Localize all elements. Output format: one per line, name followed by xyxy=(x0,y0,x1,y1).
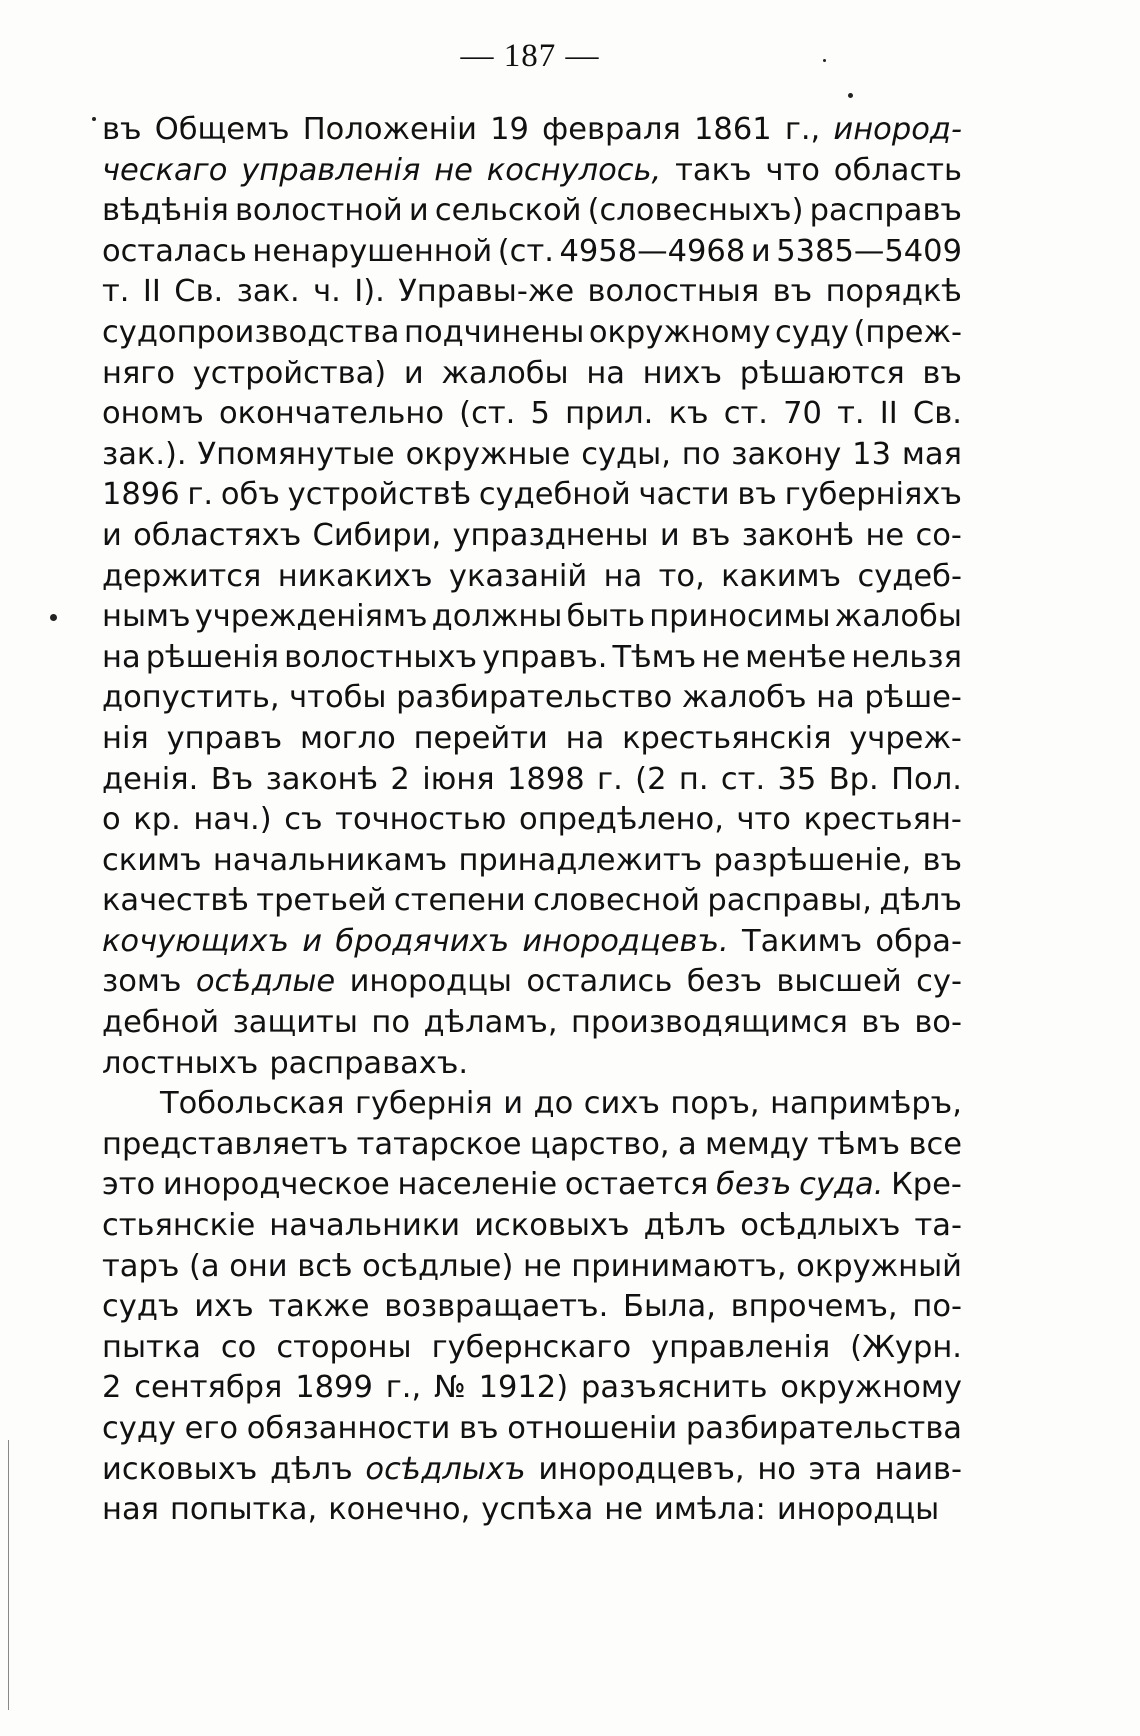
word: все xyxy=(908,1126,962,1162)
word: 70 xyxy=(783,396,822,432)
word: всѣ xyxy=(297,1248,353,1284)
word: нельзя xyxy=(851,639,962,675)
word: законѣ xyxy=(265,761,379,797)
word: суду xyxy=(775,314,849,350)
text-line xyxy=(102,1247,962,1288)
speck-mark xyxy=(823,59,826,62)
word: дебной xyxy=(102,1005,220,1041)
word: дѣлъ xyxy=(879,883,962,919)
word: мемду xyxy=(705,1126,809,1162)
text-line xyxy=(102,760,962,801)
word: ческаго xyxy=(102,152,228,188)
word: быть xyxy=(566,599,646,635)
word: 5 xyxy=(530,396,550,432)
word: Кре- xyxy=(891,1167,962,1203)
word: окончательно xyxy=(219,396,444,432)
word: не xyxy=(604,1492,644,1528)
speck-mark xyxy=(50,614,57,621)
scan-edge-line xyxy=(8,1440,9,1710)
text-line xyxy=(102,232,962,273)
word: высшей xyxy=(776,964,902,1000)
word: денія. xyxy=(102,761,199,797)
word: обязанности xyxy=(246,1411,451,1446)
word: осѣдлые) xyxy=(362,1248,514,1284)
word: волостныхъ xyxy=(284,639,478,675)
text-line xyxy=(102,841,962,882)
word: населеніе xyxy=(397,1167,558,1203)
word: татарское xyxy=(356,1126,522,1162)
word: коснулось, xyxy=(486,152,662,188)
word: зак. xyxy=(236,274,300,310)
word: защиты xyxy=(232,1005,358,1041)
word: 5385—5409 xyxy=(776,233,962,269)
text-line xyxy=(102,1125,962,1166)
word: расправахъ. xyxy=(269,1045,469,1081)
word: и xyxy=(750,233,771,269)
text-line xyxy=(102,435,962,476)
word: судебной xyxy=(478,477,631,513)
word: ная xyxy=(102,1492,159,1528)
word: 19 xyxy=(490,112,529,147)
word: Св. xyxy=(912,396,962,432)
text-line xyxy=(102,475,962,516)
word: точностью xyxy=(335,802,507,838)
word: сихъ xyxy=(583,1086,660,1122)
word: устройства) xyxy=(192,355,387,391)
body-text xyxy=(102,110,962,1531)
word: осталась xyxy=(102,233,247,269)
word: ихъ xyxy=(194,1289,254,1325)
word: представляетъ xyxy=(102,1126,349,1162)
word: начальники xyxy=(269,1208,461,1244)
word: до xyxy=(533,1086,574,1122)
word: указаній xyxy=(448,558,588,594)
word: 1898 xyxy=(507,761,585,797)
word: суду xyxy=(102,1411,176,1446)
word: на xyxy=(586,355,625,391)
word: окружному xyxy=(780,1370,962,1406)
word: управъ xyxy=(166,720,283,756)
word: п. xyxy=(678,761,709,797)
text-line xyxy=(102,313,962,354)
word: ономъ xyxy=(102,396,204,432)
text-line xyxy=(102,719,962,760)
word: Св. xyxy=(174,274,224,310)
word: область xyxy=(833,152,962,188)
word: рѣшаются xyxy=(739,355,905,391)
word: осѣдлые xyxy=(195,964,336,1000)
word: закону xyxy=(731,436,842,472)
word: какимъ xyxy=(721,558,842,594)
word: т. xyxy=(102,274,130,310)
word: приносимы xyxy=(649,599,831,635)
word: со- xyxy=(915,517,962,553)
word: порядкѣ xyxy=(825,274,962,310)
text-line xyxy=(102,110,962,151)
word: остается xyxy=(564,1167,709,1203)
word: словесной xyxy=(533,883,700,919)
word: и xyxy=(659,517,680,553)
word: Тобольская xyxy=(160,1086,345,1122)
word: бродячихъ xyxy=(335,923,510,959)
word: Общемъ xyxy=(154,112,290,147)
word: перейти xyxy=(413,720,548,756)
word: нія xyxy=(102,720,149,756)
word: тѣмъ xyxy=(817,1126,901,1162)
word: управленія xyxy=(651,1329,831,1365)
word: отношеніи xyxy=(507,1411,678,1446)
word: успѣха xyxy=(481,1492,594,1528)
word: безъ xyxy=(716,1167,792,1203)
text-line xyxy=(102,597,962,638)
word: устройствѣ xyxy=(287,477,472,513)
text-line xyxy=(102,1003,962,1044)
word: не xyxy=(522,1248,562,1284)
text-line xyxy=(102,1450,962,1491)
word: нихъ xyxy=(642,355,723,391)
word: инородческое xyxy=(162,1167,390,1203)
word: что xyxy=(736,802,791,838)
word: таръ xyxy=(102,1248,180,1284)
word: няго xyxy=(102,355,175,391)
text-line xyxy=(102,1206,962,1247)
word: (преж- xyxy=(853,314,962,350)
word: не xyxy=(865,517,905,553)
word: волостной xyxy=(234,193,403,229)
word: сельской xyxy=(434,193,582,229)
word: Вр. xyxy=(828,761,879,797)
word: скимъ xyxy=(102,842,202,878)
word: II xyxy=(142,274,161,310)
word: прил. xyxy=(565,396,654,432)
word: пытка xyxy=(102,1329,201,1365)
word: Была, xyxy=(623,1289,716,1325)
text-line xyxy=(102,922,962,963)
word: учрежденіямъ xyxy=(194,599,428,635)
word: су- xyxy=(916,964,962,1000)
word: степени xyxy=(393,883,526,919)
word: имѣла: xyxy=(654,1492,766,1528)
word: впрочемъ, xyxy=(730,1289,898,1325)
word: не xyxy=(701,639,741,675)
word: учреж- xyxy=(849,720,962,756)
word: Сибири, xyxy=(312,517,442,553)
word: суды, xyxy=(581,436,671,472)
word: поръ, xyxy=(670,1086,760,1122)
word: та- xyxy=(914,1208,962,1244)
word: (Журн. xyxy=(850,1329,962,1365)
word: и xyxy=(408,193,429,229)
word: Въ xyxy=(210,761,254,797)
word: объ xyxy=(220,477,280,513)
word: инородцевъ. xyxy=(522,923,729,959)
word: инородцы xyxy=(776,1492,940,1528)
word: то, xyxy=(658,558,705,594)
word: допустить, xyxy=(102,680,280,716)
word: 1899 xyxy=(295,1370,373,1406)
word: начальникамъ xyxy=(212,842,448,878)
word: губернія xyxy=(354,1086,493,1122)
word: его xyxy=(184,1411,239,1446)
word: окружные xyxy=(405,436,571,472)
word: въ xyxy=(772,274,813,310)
word: упразднены xyxy=(452,517,649,553)
word: инородцевъ, xyxy=(538,1451,745,1487)
word: части xyxy=(638,477,730,513)
word: съ xyxy=(284,802,323,838)
word: Пол. xyxy=(891,761,962,797)
text-line xyxy=(102,516,962,557)
word: исковыхъ xyxy=(102,1451,258,1487)
word: (ст. xyxy=(459,396,516,432)
word: Такимъ xyxy=(742,923,863,959)
text-line xyxy=(102,557,962,598)
word: эта xyxy=(808,1451,862,1487)
word: ст. xyxy=(723,396,768,432)
word: и xyxy=(403,355,424,391)
word: разъяснить xyxy=(580,1370,768,1406)
speck-mark xyxy=(848,93,853,98)
word: принимаютъ, xyxy=(571,1248,787,1284)
word: исковыхъ xyxy=(474,1208,630,1244)
text-line xyxy=(102,272,962,313)
word: стороны xyxy=(276,1329,412,1365)
word: на xyxy=(816,680,855,716)
word: 35 xyxy=(777,761,817,797)
word: жалобы xyxy=(441,355,569,391)
text-line xyxy=(102,1084,962,1125)
word: возвращаетъ. xyxy=(384,1289,609,1325)
text-line xyxy=(102,354,962,395)
word: расправы, xyxy=(707,883,872,919)
word: 4958—4968 xyxy=(559,233,746,269)
text-line xyxy=(102,191,962,232)
word: Тѣмъ xyxy=(612,639,697,675)
text-line xyxy=(102,962,962,1003)
word: Управы-же xyxy=(398,274,575,310)
word: г., xyxy=(385,1370,422,1406)
word: въ xyxy=(102,112,142,147)
word: 1896 xyxy=(102,477,180,513)
word: (а xyxy=(188,1248,220,1284)
word: со xyxy=(220,1329,257,1365)
word: безъ xyxy=(686,964,763,1000)
text-line xyxy=(102,1368,962,1409)
word: жалобъ xyxy=(681,680,807,716)
word: Упомянутые xyxy=(197,436,395,472)
word: (словесныхъ) xyxy=(587,193,804,229)
word: Положеніи xyxy=(302,112,477,147)
word: такъ xyxy=(675,152,752,188)
word: 2 xyxy=(390,761,410,797)
word: нач.) xyxy=(193,802,272,838)
word: кочующихъ xyxy=(102,923,289,959)
word: рѣшенія xyxy=(145,639,280,675)
word: мая xyxy=(901,436,962,472)
word: февраля xyxy=(542,112,681,147)
word: законѣ xyxy=(741,517,855,553)
word: напримѣръ, xyxy=(770,1086,962,1122)
word: ч. xyxy=(313,274,341,310)
word: г. xyxy=(187,477,214,513)
word: и xyxy=(302,923,323,959)
word: не xyxy=(434,152,473,188)
word: стьянскіе xyxy=(102,1208,256,1244)
word: т. xyxy=(837,396,865,432)
word: іюня xyxy=(422,761,495,797)
word: волостныя xyxy=(587,274,760,310)
word: осѣдлыхъ xyxy=(740,1208,901,1244)
word: ненарушенной xyxy=(252,233,493,269)
word: (2 xyxy=(635,761,667,797)
word: и xyxy=(503,1086,524,1122)
word: 1912) xyxy=(478,1370,569,1406)
word: менѣе xyxy=(745,639,847,675)
word: № xyxy=(434,1370,466,1406)
word: на xyxy=(102,639,141,675)
word: но xyxy=(757,1451,796,1487)
word: это xyxy=(102,1167,156,1203)
word: обра- xyxy=(875,923,962,959)
word: зак.). xyxy=(102,436,187,472)
text-line xyxy=(102,638,962,679)
word: что xyxy=(765,152,820,188)
word: въ xyxy=(737,477,777,513)
word: судопроизводства xyxy=(102,314,400,350)
word: жалобы xyxy=(834,599,962,635)
word: разбирательства xyxy=(685,1411,962,1446)
word: судеб- xyxy=(857,558,962,594)
text-line xyxy=(102,1490,962,1531)
text-line xyxy=(102,151,962,192)
word: они xyxy=(229,1248,288,1284)
word: на xyxy=(565,720,605,756)
word: расправъ xyxy=(809,193,962,229)
word: кр. xyxy=(133,802,181,838)
word: осѣдлыхъ xyxy=(365,1451,526,1487)
word: инород- xyxy=(833,112,962,147)
word: въ xyxy=(459,1411,499,1446)
text-line xyxy=(102,800,962,841)
word: по xyxy=(681,436,721,472)
word: подчинены xyxy=(404,314,585,350)
word: 2 xyxy=(102,1370,122,1406)
word: по xyxy=(371,1005,411,1041)
word: 13 xyxy=(852,436,891,472)
word: (ст. xyxy=(497,233,554,269)
word: окружному xyxy=(588,314,771,350)
word: дѣламъ, xyxy=(423,1005,558,1041)
word: разбирательство xyxy=(396,680,673,716)
word: на xyxy=(603,558,643,594)
word: о xyxy=(102,802,121,838)
word: должны xyxy=(431,599,563,635)
word: дѣлъ xyxy=(643,1208,727,1244)
word: также xyxy=(268,1289,370,1325)
word: въ xyxy=(922,842,962,878)
word: разрѣшеніе, xyxy=(713,842,912,878)
text-line xyxy=(102,1165,962,1206)
word: никакихъ xyxy=(277,558,433,594)
text-line xyxy=(102,1328,962,1369)
text-line xyxy=(102,1044,962,1085)
word: губерніяхъ xyxy=(784,477,962,513)
word: качествѣ xyxy=(102,883,249,919)
text-line xyxy=(102,881,962,922)
word: ст. xyxy=(720,761,766,797)
word: I). xyxy=(354,274,385,310)
word: крестьянскія xyxy=(622,720,832,756)
word: крестьян- xyxy=(803,802,962,838)
word: рѣше- xyxy=(864,680,962,716)
word: областяхъ xyxy=(133,517,302,553)
text-line xyxy=(102,1409,962,1450)
word: управленія xyxy=(241,152,421,188)
word: II xyxy=(879,396,898,432)
word: судъ xyxy=(102,1289,180,1325)
word: инородцы xyxy=(349,964,512,1000)
word: по- xyxy=(912,1289,962,1325)
word: опредѣлено, xyxy=(519,802,724,838)
word: 1861 xyxy=(694,112,772,147)
word: къ xyxy=(668,396,709,432)
word: суда. xyxy=(799,1167,884,1203)
word: принадлежитъ xyxy=(458,842,703,878)
word: лостныхъ xyxy=(102,1045,259,1081)
word: вѣдѣнія xyxy=(102,193,229,229)
word: третьей xyxy=(256,883,387,919)
word: губернскаго xyxy=(431,1329,632,1365)
word: въ xyxy=(922,355,962,391)
speck-mark xyxy=(92,117,96,121)
word: г. xyxy=(597,761,623,797)
word: управъ. xyxy=(482,639,608,675)
word: остались xyxy=(526,964,673,1000)
page-number: — 187 — xyxy=(460,38,600,74)
word: чтобы xyxy=(289,680,387,716)
text-line xyxy=(102,394,962,435)
word: наив- xyxy=(874,1451,962,1487)
word: могло xyxy=(299,720,396,756)
word: нымъ xyxy=(102,599,191,635)
word: дѣлъ xyxy=(270,1451,353,1487)
word: г., xyxy=(784,112,821,147)
word: попытка, xyxy=(169,1492,318,1528)
word: а xyxy=(677,1126,697,1162)
word: въ xyxy=(690,517,731,553)
word: и xyxy=(102,517,122,553)
word: царство, xyxy=(529,1126,670,1162)
word: сентября xyxy=(134,1370,283,1406)
word: производящимся xyxy=(571,1005,848,1041)
word: зомъ xyxy=(102,964,182,1000)
text-line xyxy=(102,1287,962,1328)
word: въ xyxy=(861,1005,901,1041)
word: окружный xyxy=(796,1248,962,1284)
word: конечно, xyxy=(328,1492,471,1528)
word: во- xyxy=(914,1005,962,1041)
text-line xyxy=(102,678,962,719)
word: держится xyxy=(102,558,262,594)
